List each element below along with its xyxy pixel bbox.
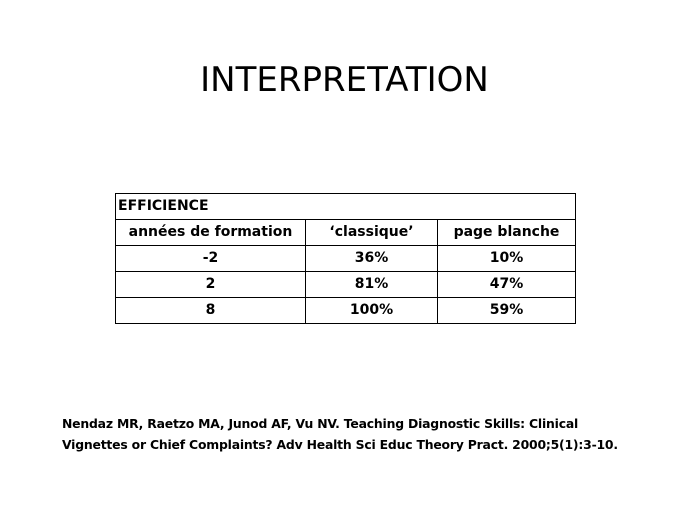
- header-annees-de-formation: années de formation: [116, 220, 306, 246]
- reference-line-2: Vignettes or Chief Complaints? Adv Health Sci Educ Theory Pract. 2000;5(1):3-10.: [62, 437, 618, 452]
- reference-citation: [62, 413, 682, 455]
- table-caption-row: [116, 194, 576, 220]
- table-cell: 47%: [438, 272, 576, 298]
- table-cell: 100%: [306, 298, 438, 324]
- efficience-table: [115, 193, 576, 324]
- table-header-row: [116, 220, 576, 246]
- table-row: [116, 246, 576, 272]
- table-row: [116, 298, 576, 324]
- header-page-blanche: page blanche: [438, 220, 576, 246]
- table-row: [116, 272, 576, 298]
- table-cell: 81%: [306, 272, 438, 298]
- reference-line-1: Nendaz MR, Raetzo MA, Junod AF, Vu NV. Teaching Diagnostic Skills: Clinical: [62, 416, 579, 431]
- table-cell: -2: [116, 246, 306, 272]
- table-caption: EFFICIENCE: [116, 194, 576, 220]
- header-classique: ‘classique’: [306, 220, 438, 246]
- table-cell: 8: [116, 298, 306, 324]
- table-cell: 36%: [306, 246, 438, 272]
- table-cell: 59%: [438, 298, 576, 324]
- table-cell: 2: [116, 272, 306, 298]
- table-cell: 10%: [438, 246, 576, 272]
- slide-title: INTERPRETATION: [200, 60, 489, 100]
